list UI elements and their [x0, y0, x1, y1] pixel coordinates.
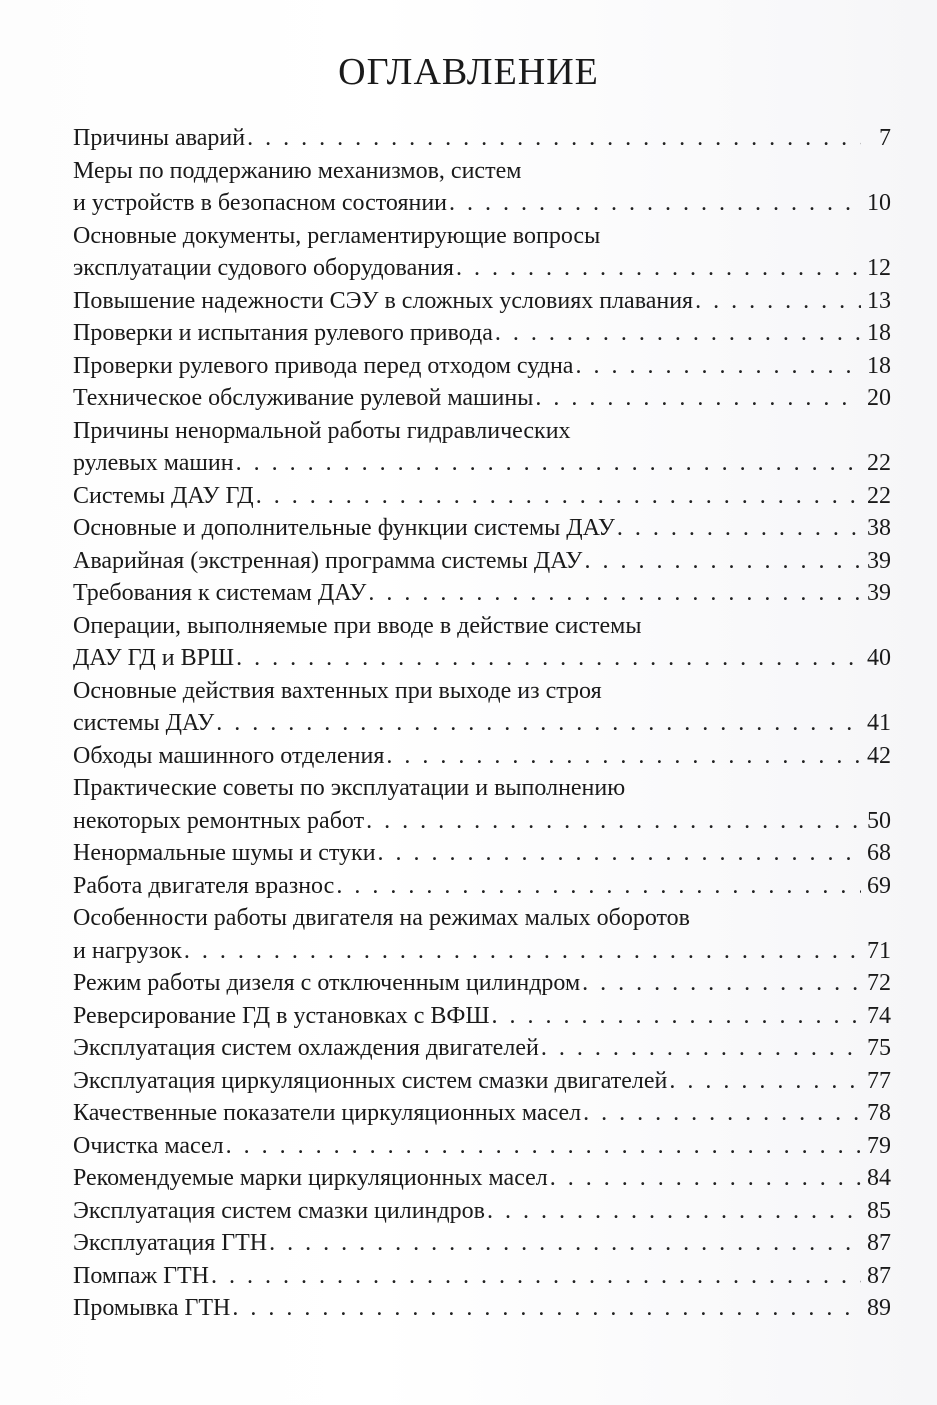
toc-entry-row [73, 447, 891, 480]
toc-entry [73, 1260, 891, 1293]
toc-page-number: 20 [867, 385, 891, 411]
toc-entry-row [73, 870, 891, 903]
toc-page-number: 74 [867, 1002, 891, 1029]
dot-leader [695, 285, 861, 318]
dot-leader [575, 350, 861, 383]
toc-page-number: 79 [867, 1132, 891, 1159]
toc-entry-title-line: Причины ненормальной работы гидравлических [73, 417, 571, 444]
dot-leader [449, 187, 861, 220]
toc-page-number: 39 [867, 580, 891, 606]
toc-entry-title-line: Меры по поддержанию механизмов, систем [73, 157, 522, 184]
toc-entry-row [73, 1162, 891, 1195]
toc-page-number: 71 [867, 937, 891, 964]
toc-entry-row [73, 122, 891, 155]
toc-entry-row [73, 350, 891, 383]
toc-entry-title: Обходы машинного отделения [73, 742, 385, 769]
toc-page-number: 18 [867, 320, 891, 346]
toc-entry-title: Очистка масел [73, 1132, 224, 1159]
toc-entry-row [73, 1227, 891, 1260]
dot-leader [669, 1065, 861, 1098]
toc-entry [73, 220, 891, 285]
toc-entry [73, 1195, 891, 1228]
toc-entry-title-line: Особенности работы двигателя на режимах малых оборотов [73, 905, 691, 931]
dot-leader [582, 967, 861, 1000]
toc-page-number: 75 [867, 1035, 891, 1061]
toc-entry [73, 1065, 891, 1098]
toc-page-number: 41 [867, 710, 891, 736]
toc-entry-title: рулевых машин [73, 450, 234, 476]
dot-leader [535, 382, 861, 415]
dot-leader [336, 870, 861, 903]
toc-page-number: 77 [867, 1067, 891, 1094]
toc-page-number: 69 [867, 872, 891, 899]
toc-page-number: 72 [867, 970, 891, 996]
dot-leader [541, 1032, 861, 1065]
toc-entry-row [73, 1032, 891, 1065]
dot-leader [236, 642, 861, 675]
toc-entry [73, 1130, 891, 1163]
toc-entry [73, 902, 891, 967]
toc-entry-title: системы ДАУ [73, 710, 215, 736]
dot-leader [584, 545, 861, 578]
toc-entry [73, 122, 891, 155]
toc-entry-title-line: Основные действия вахтенных при выходе из строя [73, 677, 602, 704]
toc-entry-title: Требования к системам ДАУ [73, 580, 367, 606]
toc-entry-row [73, 1065, 891, 1098]
toc-page-number: 87 [867, 1230, 891, 1256]
toc-entry-title: Проверки рулевого привода перед отходом судна [73, 352, 574, 379]
dot-leader [216, 707, 861, 740]
toc-entry-row [73, 1130, 891, 1163]
toc-entry-title: некоторых ремонтных работ [73, 807, 365, 834]
dot-leader [617, 512, 861, 545]
toc-page-number: 13 [867, 287, 891, 314]
dot-leader [226, 1130, 861, 1163]
toc-entry-title: Основные и дополнительные функции системы ДАУ [73, 515, 615, 541]
toc-entry-row [73, 382, 891, 415]
toc-entry-title: Ненормальные шумы и стуки [73, 840, 376, 866]
toc-entry-title: Аварийная (экстренная) программа системы ДАУ [73, 547, 583, 574]
toc-entry-row [73, 1292, 891, 1325]
toc-entry [73, 610, 891, 675]
toc-entry-title-line: Практические советы по эксплуатации и выполнению [73, 775, 626, 801]
dot-leader [232, 1292, 861, 1325]
dot-leader [211, 1260, 861, 1293]
toc-page-number: 10 [867, 190, 891, 216]
toc-page-number: 22 [867, 450, 891, 476]
toc-entry [73, 382, 891, 415]
toc-entry-row [73, 545, 891, 578]
page-title: ОГЛАВЛЕНИЕ [338, 51, 599, 93]
toc-entry-title: Рекомендуемые марки циркуляционных масел [73, 1165, 548, 1191]
toc-entry [73, 870, 891, 903]
toc-entry-title: и устройств в безопасном состоянии [73, 190, 448, 216]
toc-entry-row [73, 252, 891, 285]
toc-page-number: 12 [867, 255, 891, 281]
toc-entry [73, 350, 891, 383]
dot-leader [386, 740, 861, 773]
toc-page-number: 87 [867, 1262, 891, 1289]
dot-leader [456, 252, 861, 285]
toc-entry-row [73, 707, 891, 740]
toc-entry [73, 1097, 891, 1130]
toc-page-number: 78 [867, 1100, 891, 1126]
toc-entry-row [73, 512, 891, 545]
toc-entry-row [73, 935, 891, 968]
toc-entry-row [73, 317, 891, 350]
toc-entry-title: Качественные показатели циркуляционных масел [73, 1100, 582, 1126]
toc-entry-row [73, 805, 891, 838]
dot-leader [236, 447, 861, 480]
toc-entry [73, 1032, 891, 1065]
toc-entry-title: и нагрузок [73, 937, 182, 964]
toc-entry-row [73, 187, 891, 220]
toc-entry [73, 967, 891, 1000]
toc-entry-title: Помпаж ГТН [73, 1262, 210, 1289]
toc-entry-title: эксплуатации судового оборудования [73, 255, 454, 281]
dot-leader [366, 805, 861, 838]
toc-entry-title: Работа двигателя вразнос [73, 872, 335, 899]
toc-page-number: 84 [867, 1165, 891, 1191]
dot-leader [269, 1227, 861, 1260]
toc-entry [73, 317, 891, 350]
toc-page-number: 22 [867, 482, 891, 509]
toc-entry-title: Реверсирование ГД в установках с ВФШ [73, 1002, 490, 1029]
toc-entry-title-line: Операции, выполняемые при вводе в действие системы [73, 612, 642, 639]
toc-entry-title: Эксплуатация циркуляционных систем смазки двигателей [73, 1067, 668, 1094]
toc-entry-row [73, 1195, 891, 1228]
toc-entry [73, 1227, 891, 1260]
dot-leader [492, 1000, 861, 1033]
toc-entry [73, 480, 891, 513]
toc-entry-title: Причины аварий [73, 125, 246, 151]
dot-leader [378, 837, 861, 870]
dot-leader [247, 122, 861, 155]
toc-page-number: 38 [867, 515, 891, 541]
dot-leader [487, 1195, 861, 1228]
toc-entry-row [73, 740, 891, 773]
toc-page-number: 7 [879, 125, 891, 151]
toc-entry [73, 285, 891, 318]
toc-entry [73, 772, 891, 837]
toc-entry-title: Эксплуатация ГТН [73, 1230, 268, 1256]
toc-entry-title: Повышение надежности СЭУ в сложных условиях плавания [73, 287, 694, 314]
toc-entry [73, 1162, 891, 1195]
dot-leader [256, 480, 861, 513]
toc-entry-row [73, 967, 891, 1000]
toc-entry-title: Системы ДАУ ГД [73, 482, 254, 509]
toc-entry-row [73, 837, 891, 870]
toc-entry [73, 155, 891, 220]
toc-page-number: 40 [867, 645, 891, 671]
dot-leader [495, 317, 861, 350]
toc-entry-row [73, 285, 891, 318]
toc-entry [73, 545, 891, 578]
toc-entry-title: Техническое обслуживание рулевой машины [73, 385, 534, 411]
dot-leader [583, 1097, 861, 1130]
toc-entry-title: Проверки и испытания рулевого привода [73, 320, 493, 346]
toc-entry-row [73, 577, 891, 610]
toc-entry-row [73, 480, 891, 513]
toc-entry [73, 512, 891, 545]
toc-page-number: 50 [867, 807, 891, 834]
dot-leader [368, 577, 861, 610]
toc-entry-title: Промывка ГТН [73, 1295, 231, 1321]
toc-entry-title: Эксплуатация систем смазки цилиндров [73, 1197, 485, 1224]
toc-entry [73, 415, 891, 480]
toc-entry [73, 1292, 891, 1325]
toc-page-number: 89 [867, 1295, 891, 1321]
toc-entry-title: Эксплуатация систем охлаждения двигателей [73, 1035, 539, 1061]
toc-entry [73, 740, 891, 773]
toc-entry-title-line: Основные документы, регламентирующие вопросы [73, 222, 601, 249]
toc-entry [73, 1000, 891, 1033]
toc-entry-title: Режим работы дизеля с отключенным цилиндром [73, 970, 581, 996]
toc-page-number: 39 [867, 547, 891, 574]
toc-entry-row [73, 1260, 891, 1293]
toc-page-number: 42 [867, 742, 891, 769]
toc-entry-row [73, 642, 891, 675]
toc-entry [73, 577, 891, 610]
toc-page-number: 85 [867, 1197, 891, 1224]
toc-page-number: 18 [867, 352, 891, 379]
dot-leader [550, 1162, 861, 1195]
dot-leader [184, 935, 861, 968]
toc-page-number: 68 [867, 840, 891, 866]
toc-entry-title: ДАУ ГД и ВРШ [73, 645, 235, 671]
toc-entry-row [73, 1000, 891, 1033]
toc-entry [73, 675, 891, 740]
toc-entry-row [73, 1097, 891, 1130]
toc-entry [73, 837, 891, 870]
table-of-contents [73, 122, 891, 1325]
